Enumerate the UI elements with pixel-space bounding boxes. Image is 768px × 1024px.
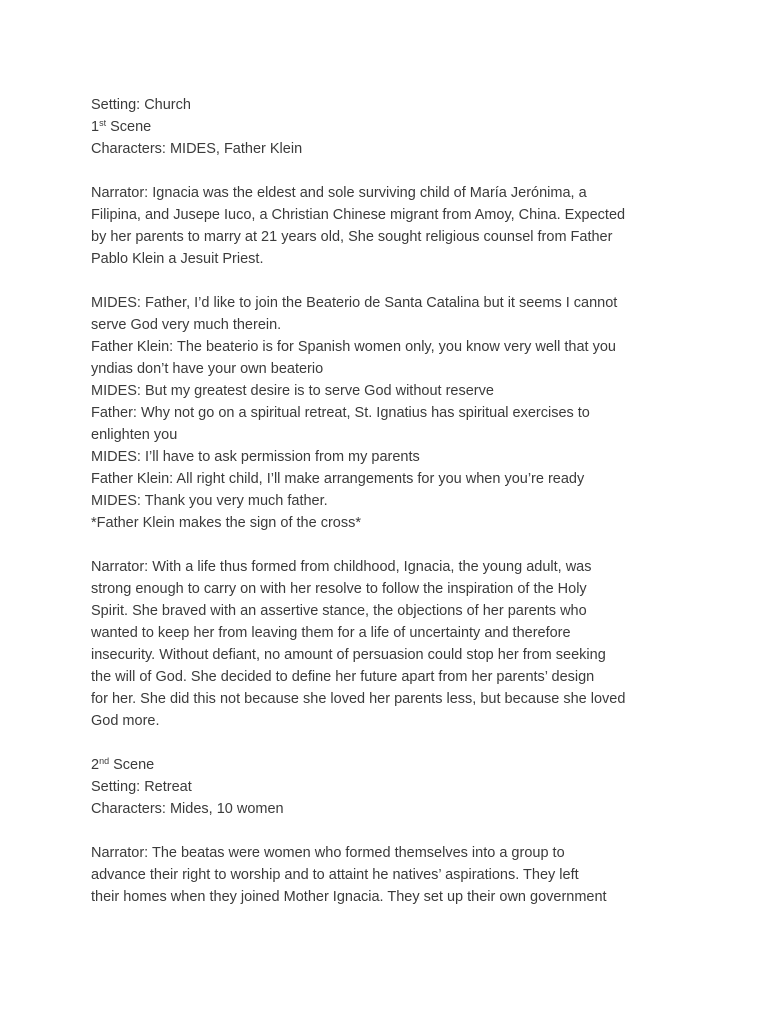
scene-2-header [91,754,691,820]
narration-1-line: Filipina, and Jusepe Iuco, a Christian Chinese migrant from Amoy, China. Expected [91,207,626,223]
dialogue-line: enlighten you [91,427,178,443]
narration-2-line: Narrator: With a life thus formed from childhood, Ignacia, the young adult, was [91,559,592,575]
dialogue-line: MIDES: But my greatest desire is to serve God without reserve [91,383,494,399]
narration-2 [91,556,691,732]
script-text [91,94,691,908]
narration-2-line: the will of God. She decided to define her future apart from her parents’ design [91,669,595,685]
narration-2-line: strong enough to carry on with her resolve to follow the inspiration of the Holy [91,581,587,597]
scene-1-title [91,116,691,138]
dialogue [91,292,691,534]
scene-1-header [91,94,691,160]
narration-3 [91,842,691,908]
dialogue-line: serve God very much therein. [91,317,282,333]
dialogue-line: MIDES: Thank you very much father. [91,493,328,509]
dialogue-line: MIDES: I’ll have to ask permission from my parents [91,449,420,465]
scene-1-word: Scene [106,119,152,135]
narration-1 [91,182,691,270]
scene-1-setting: Setting: Church [91,97,191,113]
scene-2-ordinal: nd [99,756,110,766]
dialogue-line: Father Klein: The beaterio is for Spanish women only, you know very well that you [91,339,616,355]
scene-2-title [91,754,691,776]
scene-2-number: 2 [91,757,100,773]
narration-2-line: Spirit. She braved with an assertive stance, the objections of her parents who [91,603,587,619]
narration-1-line: Narrator: Ignacia was the eldest and sole surviving child of María Jerónima, a [91,185,587,201]
dialogue-line: Father: Why not go on a spiritual retreat, St. Ignatius has spiritual exercises to [91,405,590,421]
dialogue-line: yndias don’t have your own beaterio [91,361,324,377]
narration-2-line: God more. [91,713,160,729]
narration-2-line: insecurity. Without defiant, no amount of persuasion could stop her from seeking [91,647,606,663]
narration-3-line: advance their right to worship and to attaint he natives’ aspirations. They left [91,867,579,883]
dialogue-line: MIDES: Father, I’d like to join the Beaterio de Santa Catalina but it seems I cannot [91,295,618,311]
stage-direction: *Father Klein makes the sign of the cross* [91,515,361,531]
narration-2-line: wanted to keep her from leaving them for a life of uncertainty and therefore [91,625,571,641]
scene-1-characters: Characters: MIDES, Father Klein [91,141,303,157]
narration-1-line: Pablo Klein a Jesuit Priest. [91,251,264,267]
scene-1-ordinal: st [99,118,107,128]
narration-3-line: their homes when they joined Mother Ignacia. They set up their own government [91,889,607,905]
narration-3-line: Narrator: The beatas were women who formed themselves into a group to [91,845,565,861]
dialogue-line: Father Klein: All right child, I’ll make arrangements for you when you’re ready [91,471,585,487]
narration-2-line: for her. She did this not because she loved her parents less, but because she loved [91,691,626,707]
narration-1-line: by her parents to marry at 21 years old, She sought religious counsel from Father [91,229,613,245]
scene-2-characters: Characters: Mides, 10 women [91,801,284,817]
scene-2-setting: Setting: Retreat [91,779,192,795]
scene-1-number: 1 [91,119,100,135]
scene-2-word: Scene [109,757,155,773]
